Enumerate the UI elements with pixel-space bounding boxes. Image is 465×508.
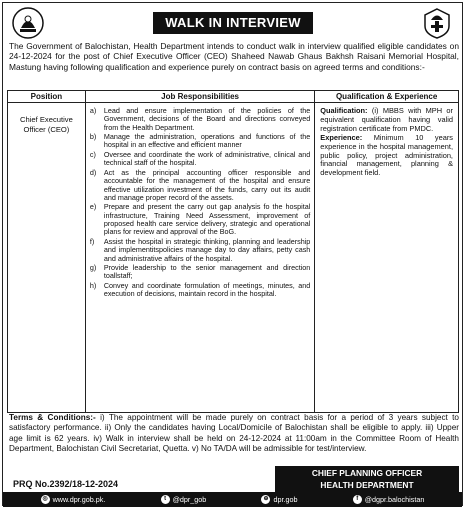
terms-label: Terms & Conditions:- <box>9 413 96 422</box>
header-qualification: Qualification & Experience <box>315 91 459 103</box>
job-table <box>7 90 459 413</box>
government-emblem-icon <box>11 6 45 40</box>
terms-paragraph <box>9 413 459 455</box>
experience-paragraph <box>320 134 453 179</box>
table-row <box>8 103 459 413</box>
facebook-icon: f <box>353 495 362 504</box>
twitter-icon: t <box>161 495 170 504</box>
list-item: e) Prepare and present the carry out gap analysis fo the hospital infrastructure, Training Need Assessment, improvement of proposed health care service delivery, strategic and operational plans for review and approval of the BoG. <box>89 202 311 237</box>
position-cell: Chief Executive Officer (CEO) <box>8 103 86 413</box>
list-item: c) Oversee and coordinate the work of administrative, clinical and technical staff of the hospital. <box>89 150 311 168</box>
footer-twitter[interactable]: t @dpr_gob <box>161 495 207 504</box>
list-item: a) Lead and ensure implementation of the policies of the Government, decisions of the Board and directions conveyed from the Health Department. <box>89 106 311 132</box>
header-position: Position <box>8 91 86 103</box>
globe-icon: ◎ <box>42 496 48 502</box>
list-item: g) Provide leadership to the senior management and direction toallstaff; <box>89 263 311 281</box>
signature-block <box>275 466 459 492</box>
health-department-logo-icon <box>420 6 454 40</box>
footer-bar <box>3 492 462 507</box>
header <box>3 3 462 43</box>
list-item: b) Manage the administration, operations and functions of the hospital in an effective and efficient manner <box>89 132 311 150</box>
advertisement-page <box>2 2 463 506</box>
footer-website[interactable]: ◎ www.dpr.gob.pk. <box>42 495 106 504</box>
qualification-paragraph <box>320 107 453 134</box>
responsibilities-cell <box>85 103 314 413</box>
qualification-label: Qualification: <box>320 106 368 115</box>
experience-text: Minimum 10 years experience in the hospital management, public policy, project administration, financial management, planning & development field. <box>320 132 453 178</box>
qualification-cell <box>315 103 459 413</box>
list-item: d) Act as the principal accounting officer responsible and accountable for the management of the hospital and ensure effective utilization investment of the funds, carry out its audit and manage proper record of the assets. <box>89 167 311 202</box>
experience-label: Experience: <box>320 132 363 142</box>
terms-text: i) The appointment will be made purely on contract basis for a period of 3 years subject to satisfactory performance. ii) Only the candidates having Local/Domicile of Balochistan shall be eligible to apply. iii) Upper age limit is 62 years. iv) Walk in interview shall be held on 24-12-2024 at 11:00am in the Committee Room of Health Department, Balochistan Civil Secretariat, Quetta. v) No TA/DA will be admissible for test/interview. <box>9 413 459 454</box>
signature-title: CHIEF PLANNING OFFICER <box>311 468 423 478</box>
header-responsibilities: Job Responsibilities <box>85 91 314 103</box>
qualification-text: (i) MBBS with MPH or equivalent qualification having valid registration certificate from PMDC. <box>320 106 453 133</box>
list-item: f) Assist the hospital in strategic thinking, planning and leadership and implementitspolicies manage day to day affairs, petty cash and administrative affairs of the hospital. <box>89 236 311 263</box>
footer-facebook[interactable]: f @dgpr.balochistan <box>353 495 425 504</box>
web-icon: ⊕ <box>263 496 269 502</box>
signature-department: HEALTH DEPARTMENT <box>320 480 414 490</box>
intro-paragraph: The Government of Balochistan, Health Department intends to conduct walk in interview qualified eligible candidates on 24-12-2024 for the post of Chief Executive Officer (CEO) Shaheed Nawab Ghaus Bakhsh Raisani Memorial Hospital, Mastung having following qualification and experience purely on contract basis on agreed terms and conditions:- <box>9 41 459 72</box>
prq-number: PRQ No.2392/18-12-2024 <box>13 479 119 489</box>
footer-web[interactable]: ⊕ dpr.gob <box>263 495 298 504</box>
list-item: h) Convey and coordinate formulation of meetings, minutes, and execution of decisions, maintain record in the hospital. <box>89 281 311 299</box>
page-title: WALK IN INTERVIEW <box>153 12 313 34</box>
